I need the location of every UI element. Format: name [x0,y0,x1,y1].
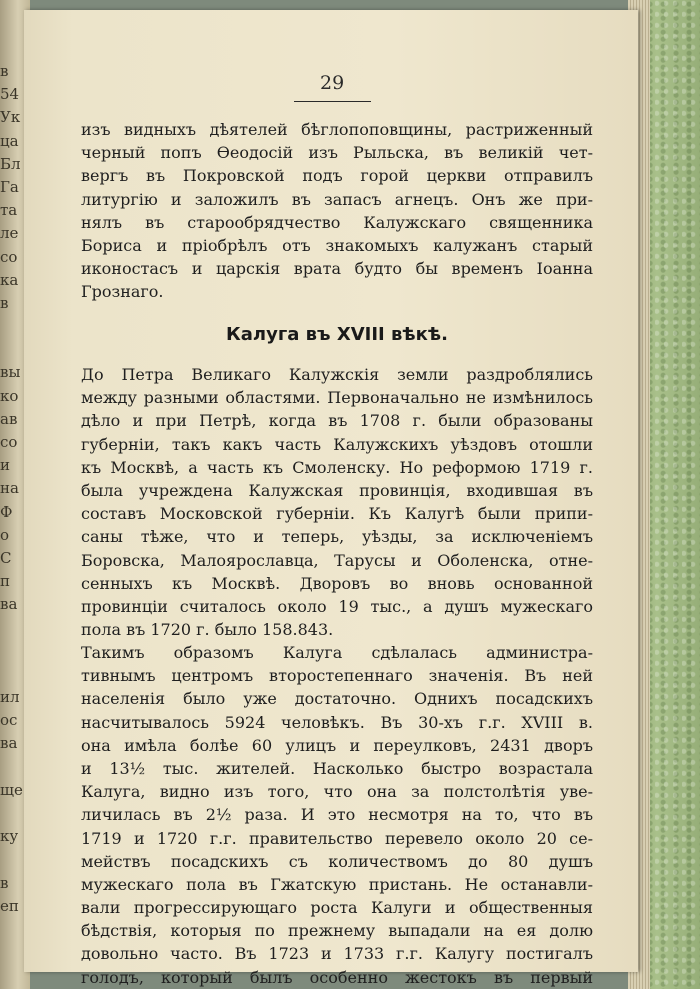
text-line: голодъ, который былъ особенно жестокъ въ первый [81,967,593,987]
text-line: иконостасъ и царскія врата будто бы временъ Іоанна [81,259,593,279]
margin-fragment: со [0,247,18,266]
text-line: составъ Московской губерніи. Къ Калугѣ были припи- [81,504,593,524]
text-line: Бориса и пріобрѣлъ отъ знакомыхъ калужанъ старый [81,235,593,255]
text-line: изъ видныхъ дѣятелей бѣглопоповщины, растриженный [81,120,593,139]
text-line: между разными областями. Первоначально не измѣнилось [81,388,593,408]
text-line: личилась въ 2½ раза. И это несмотря на то, что въ [81,805,593,825]
margin-fragment [0,663,24,686]
text-line: къ Москвѣ, а часть къ Смоленску. Но реформою 1719 г. [81,457,593,477]
section-heading: Калуга въ XVIII вѣкѣ. [226,324,448,345]
margin-fragment: в [0,62,9,80]
margin-fragment: со [0,433,18,451]
text-line: сенныхъ къ Москвѣ. Дворовъ во вновь основанной [81,573,593,593]
margin-fragment: ку [0,827,19,846]
margin-fragment: ил [0,688,20,707]
page-number-rule [294,101,371,102]
margin-fragment: о [0,525,10,544]
text-line: нялъ въ старообрядчество Калужскаго священника [81,212,593,232]
margin-fragment: ще [0,780,23,799]
margin-fragment [0,848,24,871]
margin-fragment: Бл [0,154,21,173]
paragraph-administrative-center [81,641,593,989]
margin-fragment: на [0,479,19,498]
text-line: Калуга, видно изъ того, что она за полстолѣтія уве- [81,782,593,802]
margin-fragment: Га [0,177,19,196]
text-line: мействъ посадскихъ съ количествомъ до 80 душъ [81,851,593,871]
margin-fragment: вы [0,363,21,382]
margin-fragment [0,756,24,779]
text-line: вергъ въ Покровской подъ горой церкви отправилъ [81,166,593,186]
margin-fragment: ва [0,734,18,753]
margin-fragment: С [0,548,12,567]
text-line: насчитывалось 5924 человѣкъ. Въ 30-хъ г.г. XVIII в. [81,712,593,732]
page-number: 29 [320,72,345,94]
text-line: дѣло и при Петрѣ, когда въ 1708 г. были образованы [81,411,593,431]
text-line: мужескаго пола въ Гжатскую пристань. Не останавли- [81,874,593,894]
text-line: Такимъ образомъ Калуга сдѣлалась администра- [81,643,593,662]
margin-fragment: еп [0,896,19,915]
margin-fragment: ко [0,386,19,405]
text-line: и 13½ тыс. жителей. Насколько быстро возрастала [81,758,593,778]
margin-fragment: и [0,456,10,475]
intro-paragraph [81,118,593,304]
margin-fragment: в [0,873,9,892]
margin-fragment: ос [0,711,18,730]
text-line: вали прогрессирующаго роста Калуги и общественныя [81,898,593,918]
margin-fragment [0,338,24,361]
text-line: пола въ 1720 г. было 158.843. [81,620,334,640]
margin-fragment: Ук [0,108,21,127]
margin-fragment [0,617,24,640]
margin-fragment: ле [0,224,19,243]
text-line: литургію и заложилъ въ запасъ агнецъ. Онъ же при- [81,189,593,209]
margin-fragment [0,802,24,825]
book-page [24,10,638,987]
text-line: До Петра Великаго Калужскія земли раздроблялись [81,365,593,384]
text-line: черный попъ Ѳеодосій изъ Рыльска, въ великій чет- [81,143,593,163]
margin-fragment: ка [0,270,19,289]
text-line: была учреждена Калужская провинція, входившая въ [81,480,593,500]
margin-fragment: ав [0,409,18,428]
margin-fragment: в [0,293,9,312]
margin-fragment: ца [0,131,19,150]
text-line: она имѣла болѣе 60 улицъ и переулковъ, 2431 дворъ [81,735,593,755]
margin-fragment: 54 [0,85,20,104]
text-line: 1719 и 1720 г.г. правительство перевело около 20 се- [81,828,593,848]
text-line: провинціи считалось около 19 тыс., а душъ мужескаго [81,596,593,616]
text-line: саны тѣже, что и теперь, уѣзды, за исключеніемъ [81,527,593,547]
text-line: Боровска, Малоярославца, Тарусы и Оболенска, отне- [81,550,593,570]
text-line: довольно часто. Въ 1723 и 1733 г.г. Калугу постигалъ [81,944,593,964]
margin-fragment [0,315,24,338]
paragraph-peter-reforms [81,363,593,641]
margin-fragment: Ф [0,502,13,521]
margin-fragment: та [0,201,18,220]
margin-fragment [0,640,24,663]
text-line: бѣдствія, которыя по прежнему выпадали на ея долю [81,921,593,941]
text-line: Грознаго. [81,282,164,302]
text-line: губерніи, такъ какъ часть Калужскихъ уѣздовъ отошли [81,434,593,454]
left-margin-text-fragments [0,60,24,918]
margin-fragment: п [0,572,10,591]
text-line: тивнымъ центромъ второстепеннаго значенія. Въ ней [81,666,593,686]
margin-fragment: ва [0,595,18,614]
text-line: населенія было уже достаточно. Однихъ посадскихъ [81,689,593,709]
